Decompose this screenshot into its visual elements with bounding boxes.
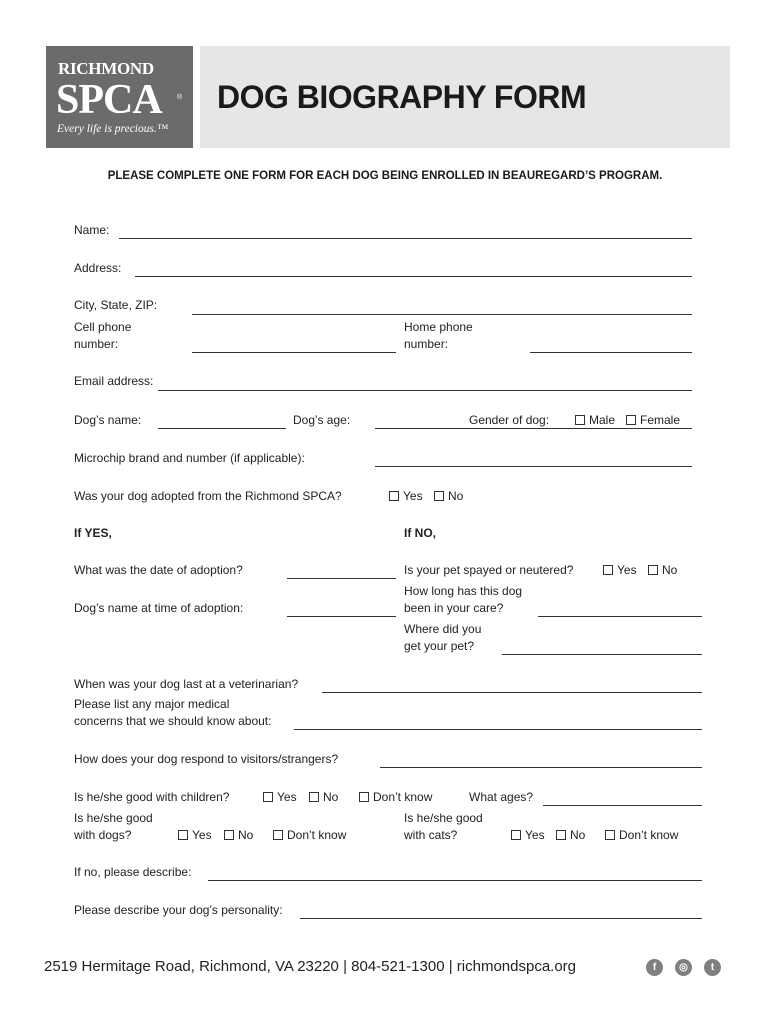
- male-checkbox[interactable]: [575, 415, 585, 425]
- name-field[interactable]: [119, 238, 692, 239]
- dog-age-label: Dog’s age:: [293, 413, 351, 427]
- name-label: Name:: [74, 223, 110, 237]
- adopted-yes-option[interactable]: Yes: [389, 489, 423, 503]
- ages-label: What ages?: [469, 790, 534, 804]
- children-no-checkbox[interactable]: [309, 792, 319, 802]
- if-no-heading: If NO,: [404, 526, 436, 540]
- city-field[interactable]: [192, 314, 692, 315]
- logo-registered: ®: [177, 94, 183, 101]
- children-yes-checkbox[interactable]: [263, 792, 273, 802]
- logo-richmond: RICHMOND: [58, 59, 154, 78]
- cats-no-option[interactable]: No: [556, 828, 585, 842]
- where-field[interactable]: [502, 654, 702, 655]
- dogs-yes-checkbox[interactable]: [178, 830, 188, 840]
- where-label-1: Where did you: [404, 622, 482, 636]
- how-long-label-1: How long has this dog: [404, 584, 523, 598]
- instructions: PLEASE COMPLETE ONE FORM FOR EACH DOG BEING ENROLLED IN BEAUREGARD’S PROGRAM.: [107, 170, 663, 182]
- email-label: Email address:: [74, 374, 154, 388]
- city-label: City, State, ZIP:: [74, 298, 158, 312]
- spayed-yes-option[interactable]: Yes: [603, 563, 637, 577]
- personality-label: Please describe your dog’s personality:: [74, 903, 283, 917]
- microchip-label: Microchip brand and number (if applicable):: [74, 451, 305, 465]
- adopt-name-label: Dog’s name at time of adoption:: [74, 601, 244, 615]
- email-field[interactable]: [158, 390, 692, 391]
- female-checkbox[interactable]: [626, 415, 636, 425]
- cats-yes-checkbox[interactable]: [511, 830, 521, 840]
- ages-field[interactable]: [543, 805, 702, 806]
- address-field[interactable]: [135, 276, 692, 277]
- adopted-no-option[interactable]: No: [434, 489, 463, 503]
- children-label: Is he/she good with children?: [74, 790, 230, 804]
- cats-dont-know-checkbox[interactable]: [605, 830, 615, 840]
- visitors-field[interactable]: [380, 767, 702, 768]
- cell-label-1: Cell phone: [74, 320, 132, 334]
- home-label-1: Home phone: [404, 320, 473, 334]
- address-label: Address:: [74, 261, 122, 275]
- home-phone-field[interactable]: [530, 352, 692, 353]
- spayed-label: Is your pet spayed or neutered?: [404, 563, 574, 577]
- adopt-name-field[interactable]: [287, 616, 396, 617]
- describe-field[interactable]: [208, 880, 702, 881]
- gender-female-option[interactable]: Female: [626, 413, 680, 427]
- microchip-field[interactable]: [375, 466, 692, 467]
- adopt-date-field[interactable]: [287, 578, 396, 579]
- logo-spca: SPCA: [56, 77, 162, 123]
- if-yes-heading: If YES,: [74, 526, 112, 540]
- gender-label: Gender of dog:: [469, 413, 550, 427]
- instagram-icon[interactable]: ◎: [675, 959, 692, 976]
- medical-label-1: Please list any major medical: [74, 697, 230, 711]
- spayed-no-checkbox[interactable]: [648, 565, 658, 575]
- dogs-dont-know-option[interactable]: Don’t know: [273, 828, 346, 842]
- children-dont-know-option[interactable]: Don’t know: [359, 790, 432, 804]
- where-label-2: get your pet?: [404, 639, 475, 653]
- cats-no-checkbox[interactable]: [556, 830, 566, 840]
- adopted-label: Was your dog adopted from the Richmond SPCA?: [74, 489, 342, 503]
- adopted-no-checkbox[interactable]: [434, 491, 444, 501]
- children-no-option[interactable]: No: [309, 790, 338, 804]
- describe-label: If no, please describe:: [74, 865, 192, 879]
- dogs-dont-know-checkbox[interactable]: [273, 830, 283, 840]
- spayed-yes-checkbox[interactable]: [603, 565, 613, 575]
- dog-name-field[interactable]: [158, 428, 286, 429]
- gender-male-option[interactable]: Male: [575, 413, 615, 427]
- title-banner: [200, 46, 730, 148]
- adopted-yes-checkbox[interactable]: [389, 491, 399, 501]
- adopt-date-label: What was the date of adoption?: [74, 563, 243, 577]
- dogs-label-1: Is he/she good: [74, 811, 153, 825]
- medical-field[interactable]: [294, 729, 702, 730]
- children-dont-know-checkbox[interactable]: [359, 792, 369, 802]
- cell-phone-field[interactable]: [192, 352, 396, 353]
- richmond-spca-logo: [46, 46, 193, 148]
- vet-field[interactable]: [322, 692, 702, 693]
- children-yes-option[interactable]: Yes: [263, 790, 297, 804]
- cats-label-1: Is he/she good: [404, 811, 483, 825]
- footer-address: 2519 Hermitage Road, Richmond, VA 23220 | 804-521-1300 | richmondspca.org: [44, 958, 577, 975]
- logo-tagline: Every life is precious.™: [57, 123, 169, 135]
- medical-label-2: concerns that we should know about:: [74, 714, 272, 728]
- cats-dont-know-option[interactable]: Don’t know: [605, 828, 678, 842]
- facebook-icon[interactable]: f: [646, 959, 663, 976]
- page-title: DOG BIOGRAPHY FORM: [217, 79, 587, 115]
- cats-label-2: with cats?: [404, 828, 458, 842]
- dogs-label-2: with dogs?: [74, 828, 132, 842]
- twitter-icon[interactable]: t: [704, 959, 721, 976]
- dog-name-label: Dog’s name:: [74, 413, 142, 427]
- spayed-no-option[interactable]: No: [648, 563, 677, 577]
- cats-yes-option[interactable]: Yes: [511, 828, 545, 842]
- vet-label: When was your dog last at a veterinarian?: [74, 677, 299, 691]
- visitors-label: How does your dog respond to visitors/strangers?: [74, 752, 339, 766]
- home-label-2: number:: [404, 337, 449, 351]
- how-long-label-2: been in your care?: [404, 601, 504, 615]
- dogs-yes-option[interactable]: Yes: [178, 828, 212, 842]
- dogs-no-option[interactable]: No: [224, 828, 253, 842]
- dogs-no-checkbox[interactable]: [224, 830, 234, 840]
- how-long-field[interactable]: [538, 616, 702, 617]
- personality-field[interactable]: [300, 918, 702, 919]
- cell-label-2: number:: [74, 337, 119, 351]
